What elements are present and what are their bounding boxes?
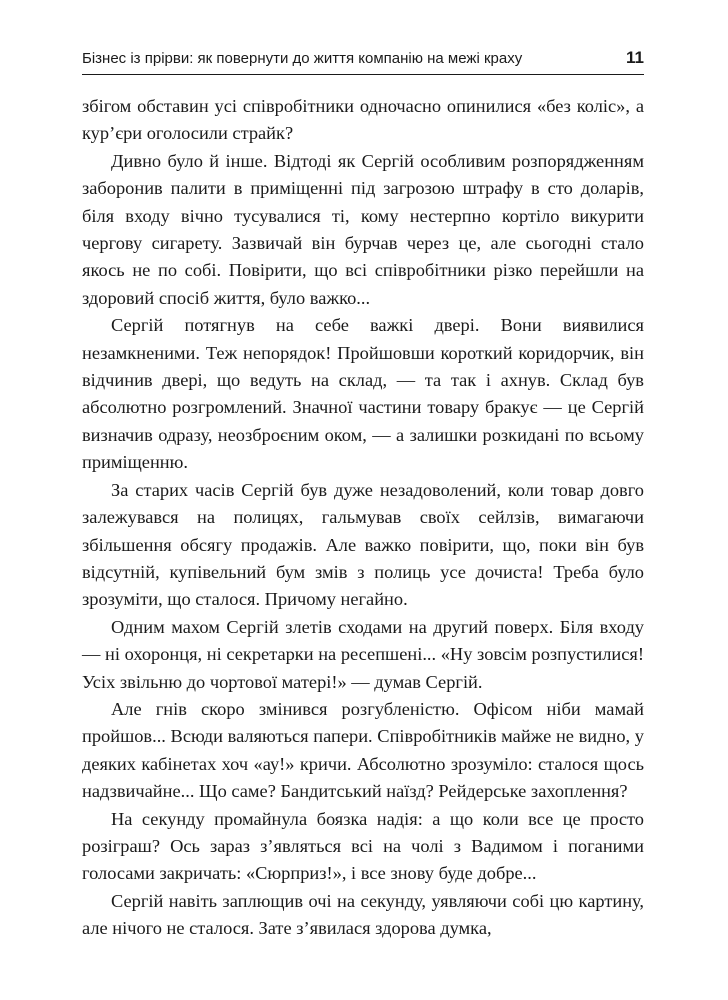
paragraph-3: Сергій потягнув на себе важкі двері. Вони виявилися незамкненими. Теж непорядок! Пройшовши короткий коридорчик, він відчинив двері, що ведуть на склад, — та так і ахнув. Склад був абсолютно розгромлений. Значної частини товару бракує — це Сергій визначив одразу, неозброєним оком, — а залишки розкидані по всьому приміщенню. — [82, 315, 644, 473]
paragraph-2: Дивно було й інше. Відтоді як Сергій особливим розпорядженням заборонив палити в приміщенні під загрозою штрафу в сто доларів, біля входу вічно тусувалися ті, кому нестерпно кортіло викурити чергову сигарету. Зазвичай він бурчав через це, але сьогодні стало якось не по собі. Повірити, що всі співробітники різко перейшли на здоровий спосіб життя, було важко... — [82, 150, 644, 308]
body-text — [82, 93, 644, 943]
paragraph-5: Одним махом Сергій злетів сходами на другий поверх. Біля входу — ні охоронця, ні секретарки на ресепшені... «Ну зовсім розпустилися! Усіх звільню до чортової матері!» — думав Сергій. — [82, 616, 644, 692]
page-number: 11 — [626, 48, 644, 67]
paragraph-1: збігом обставин усі співробітники одночасно опинилися «без коліс», а кур’єри оголосили страйк? — [82, 96, 644, 144]
book-page — [82, 48, 644, 943]
running-header — [82, 48, 644, 75]
paragraph-4: За старих часів Сергій був дуже незадоволений, коли товар довго залежувався на полицях, гальмував своїх сейлзів, вимагаючи збільшення обсягу продажів. Але важко повірити, що, поки він був відсутній, купівельний бум змів з полиць усе дочиста! Треба було зрозуміти, що сталося. Причому негайно. — [82, 479, 644, 610]
paragraph-8: Сергій навіть заплющив очі на секунду, уявляючи собі цю картину, але нічого не сталося. Зате з’явилася здорова думка, — [82, 890, 644, 939]
paragraph-7: На секунду промайнула боязка надія: а що коли все це просто розіграш? Ось зараз з’являться всі на чолі з Вадимом і поганими голосами закричать: «Сюрприз!», і все знову буде добре... — [82, 808, 644, 884]
book-title: Бізнес із прірви: як повернути до життя компанію на межі краху — [82, 50, 523, 67]
paragraph-6: Але гнів скоро змінився розгубленістю. Офісом ніби мамай пройшов... Всюди валяються папери. Співробітників майже не видно, у деяких кабінетах хоч «ау!» кричи. Абсолютно зрозуміло: сталося щось надзвичайне... Що саме? Бандитський наїзд? Рейдерське захоплення? — [82, 698, 644, 802]
